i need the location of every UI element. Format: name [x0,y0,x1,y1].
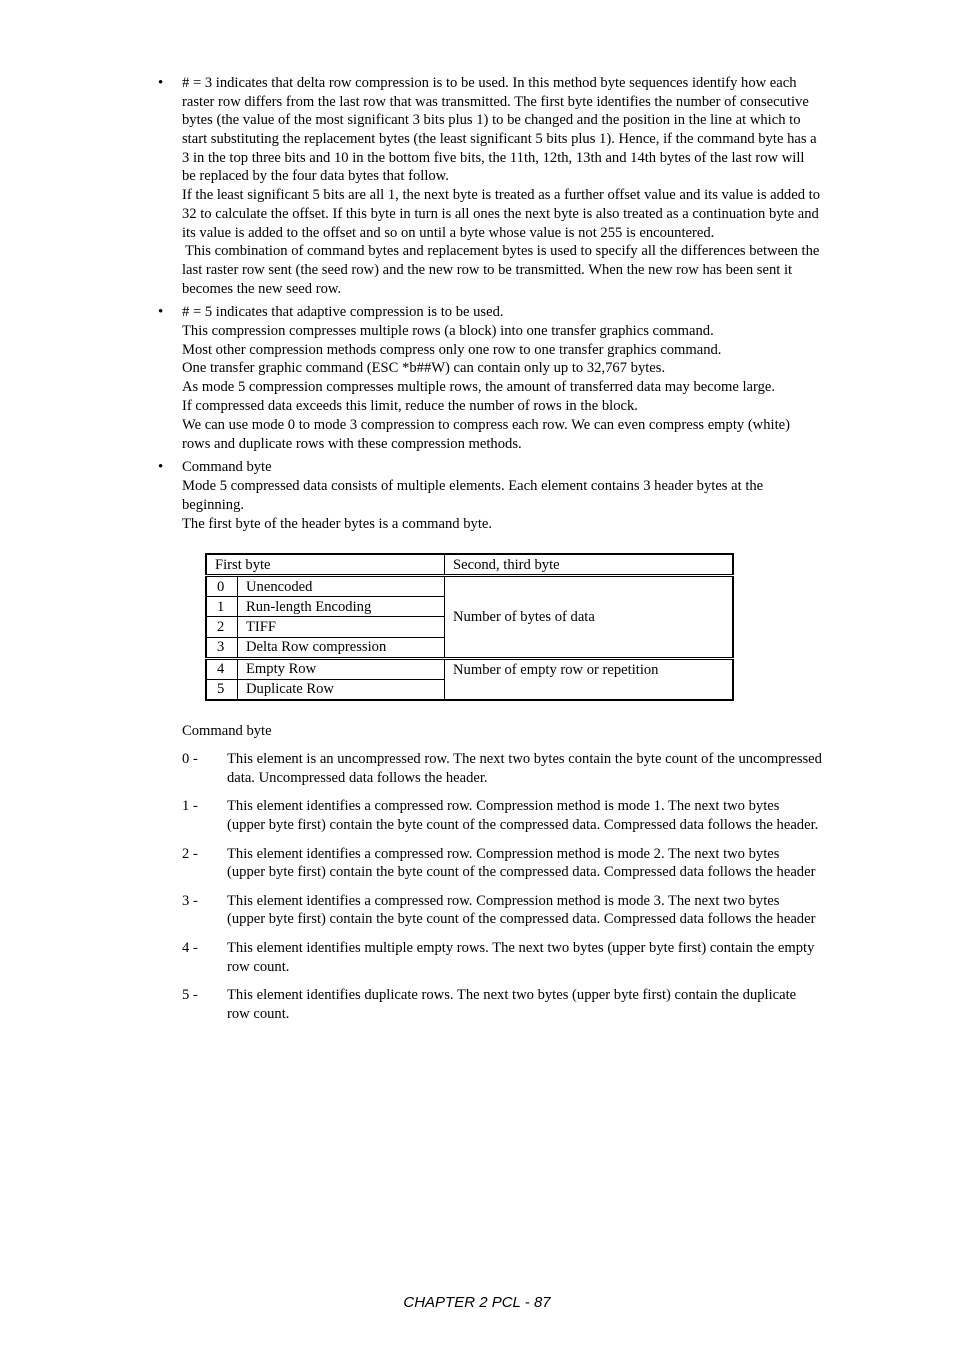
command-desc-line: (upper byte first) contain the byte count of the compressed data. Compressed data follows the header [227,864,816,880]
paragraph-line: # = 3 indicates that delta row compression is to be used. In this method byte sequences identify how each [182,75,797,91]
bullet-marker: • [158,75,164,91]
table-cell-group-note: Number of empty row or repetition [445,658,734,700]
command-desc-line: This element identifies a compressed row. Compression method is mode 3. The next two bytes [227,893,780,909]
table-cell-name: TIFF [238,617,445,637]
command-key: 3 - [182,893,198,909]
command-key: 1 - [182,798,198,814]
paragraph-line: becomes the new seed row. [182,281,342,297]
table-header-second-third-byte: Second, third byte [445,554,734,576]
table-row [206,658,733,679]
table-cell-code: 1 [206,597,238,617]
table-cell-name: Empty Row [238,658,445,679]
table-header-first-byte: First byte [206,554,445,576]
paragraph-line: its value is added to the offset and so on until a byte whose value is not 255 is encountered. [182,225,715,241]
paragraph-line: # = 5 indicates that adaptive compression is to be used. [182,304,504,320]
paragraph-line: 32 to calculate the offset. If this byte in turn is all ones the next byte is also treated as a continuation byte and [182,206,819,222]
table-cell-name: Run-length Encoding [238,597,445,617]
table-cell-code: 3 [206,637,238,658]
command-desc-line: This element is an uncompressed row. The next two bytes contain the byte count of the uncompressed [227,751,822,767]
command-key: 0 - [182,751,198,767]
paragraph-line: Command byte [182,459,272,475]
command-desc-line: This element identifies multiple empty rows. The next two bytes (upper byte first) contain the empty [227,940,815,956]
paragraph-line: last raster row sent (the seed row) and the new row to be transmitted. When the new row has been sent it [182,262,793,278]
bullet-marker: • [158,459,164,475]
paragraph-line: We can use mode 0 to mode 3 compression to compress each row. We can even compress empty (white) [182,417,790,433]
command-desc-line: row count. [227,959,290,975]
page-footer: CHAPTER 2 PCL - 87 [403,1294,551,1311]
table-cell-group-note: Number of bytes of data [445,576,734,659]
paragraph-line: start substituting the replacement bytes (the least significant 5 bits plus 1). Hence, if the command byte has a [182,131,817,147]
paragraph-line: This compression compresses multiple rows (a block) into one transfer graphics command. [182,323,714,339]
table-cell-code: 0 [206,576,238,597]
table-cell-name: Duplicate Row [238,679,445,700]
paragraph-line: Most other compression methods compress only one row to one transfer graphics command. [182,342,722,358]
command-key: 5 - [182,987,198,1003]
table-cell-name: Delta Row compression [238,637,445,658]
command-key: 4 - [182,940,198,956]
paragraph-line: As mode 5 compression compresses multiple rows, the amount of transferred data may become large. [182,379,776,395]
command-desc-line: data. Uncompressed data follows the header. [227,770,488,786]
paragraph-line: This combination of command bytes and replacement bytes is used to specify all the differences between the [185,243,820,259]
table-cell-code: 5 [206,679,238,700]
table-cell-name: Unencoded [238,576,445,597]
paragraph-line: If the least significant 5 bits are all 1, the next byte is treated as a further offset value and its value is added to [182,187,820,203]
paragraph-line: rows and duplicate rows with these compression methods. [182,436,522,452]
command-key: 2 - [182,846,198,862]
table-cell-code: 4 [206,658,238,679]
paragraph-line: The first byte of the header bytes is a command byte. [182,516,493,532]
command-list-title: Command byte [182,723,272,739]
paragraph-line: raster row differs from the last row that was transmitted. The first byte identifies the number of consecutive [182,94,809,110]
bullet-marker: • [158,304,164,320]
paragraph-line: If compressed data exceeds this limit, reduce the number of rows in the block. [182,398,638,414]
command-desc-line: This element identifies duplicate rows. The next two bytes (upper byte first) contain the duplicate [227,987,797,1003]
paragraph-line: beginning. [182,497,245,513]
command-desc-line: This element identifies a compressed row. Compression method is mode 1. The next two bytes [227,798,780,814]
table-cell-code: 2 [206,617,238,637]
paragraph-line: bytes (the value of the most significant 3 bits plus 1) to be changed and the position in the line at which to [182,112,801,128]
command-byte-table [205,553,734,701]
paragraph-line: 3 in the top three bits and 10 in the bottom five bits, the 11th, 12th, 13th and 14th bytes of the last row will [182,150,805,166]
command-desc-line: This element identifies a compressed row. Compression method is mode 2. The next two bytes [227,846,780,862]
table-row [206,576,733,597]
paragraph-line: One transfer graphic command (ESC *b##W) can contain only up to 32,767 bytes. [182,360,666,376]
command-desc-line: (upper byte first) contain the byte count of the compressed data. Compressed data follows the header [227,911,816,927]
paragraph-line: Mode 5 compressed data consists of multiple elements. Each element contains 3 header bytes at the [182,478,764,494]
command-desc-line: (upper byte first) contain the byte count of the compressed data. Compressed data follows the header. [227,817,819,833]
command-desc-line: row count. [227,1006,290,1022]
paragraph-line: be replaced by the four data bytes that follow. [182,168,449,184]
